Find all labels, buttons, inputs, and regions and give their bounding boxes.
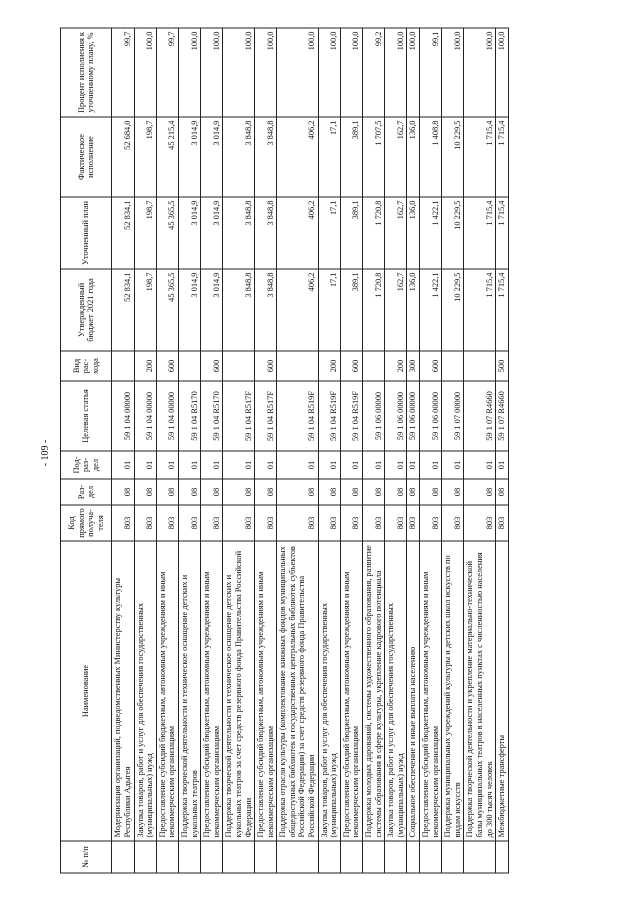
cell-name: Поддержка творческой деятельности и укрепление материально-технической базы муниципальных театров в населенных пунктах с численностью населения до 300 тысяч человек — [464, 541, 496, 841]
cell-podrazdel: 01 — [255, 451, 277, 479]
table-row — [407, 28, 420, 873]
cell-target: 59 1 07 00000 — [442, 381, 464, 451]
table-row — [318, 28, 340, 873]
table-row — [464, 28, 496, 873]
cell-vid: 200 — [385, 351, 407, 381]
table-row — [363, 28, 385, 873]
cell-razdel: 08 — [420, 479, 442, 505]
cell-fact: 3 848,8 — [255, 117, 277, 197]
cell-razdel: 08 — [340, 479, 362, 505]
cell-vid: 300 — [407, 351, 420, 381]
cell-percent: 100,0 — [201, 28, 223, 117]
cell-podrazdel: 01 — [363, 451, 385, 479]
table-row — [277, 28, 318, 873]
cell-razdel: 08 — [156, 479, 178, 505]
cell-target: 59 1 04 R5170 — [201, 381, 223, 451]
cell-plan: 45 365,5 — [156, 197, 178, 269]
cell-vid — [464, 351, 496, 381]
document-page — [20, 20, 620, 885]
cell-razdel: 08 — [496, 479, 509, 505]
cell-approved: 389,1 — [340, 269, 362, 351]
cell-percent: 100,0 — [407, 28, 420, 117]
cell-plan: 136,0 — [407, 197, 420, 269]
cell-num — [420, 841, 442, 873]
cell-approved: 1 715,4 — [464, 269, 496, 351]
cell-name: Закупка товаров, работ и услуг для обеспечения государственных (муниципальных) нужд — [318, 541, 340, 841]
cell-razdel: 08 — [201, 479, 223, 505]
cell-plan: 198,7 — [134, 197, 156, 269]
cell-plan: 1 720,8 — [363, 197, 385, 269]
table-row — [255, 28, 277, 873]
header-podrazdel: Под-раз-дел — [61, 451, 112, 479]
cell-approved: 3 848,8 — [255, 269, 277, 351]
cell-percent: 100,0 — [223, 28, 255, 117]
table-row — [178, 28, 200, 873]
cell-code: 803 — [134, 505, 156, 541]
cell-razdel: 08 — [178, 479, 200, 505]
cell-percent: 100,0 — [277, 28, 318, 117]
cell-razdel: 08 — [277, 479, 318, 505]
cell-fact: 52 684,0 — [112, 117, 134, 197]
budget-table — [60, 27, 509, 873]
cell-vid: 600 — [156, 351, 178, 381]
cell-code: 803 — [420, 505, 442, 541]
header-name: Наименование — [61, 541, 112, 841]
cell-podrazdel: 01 — [277, 451, 318, 479]
cell-num — [112, 841, 134, 873]
cell-code: 803 — [442, 505, 464, 541]
table-row — [442, 28, 464, 873]
cell-fact: 45 215,4 — [156, 117, 178, 197]
cell-fact: 406,2 — [277, 117, 318, 197]
table-row — [156, 28, 178, 873]
cell-fact: 389,1 — [340, 117, 362, 197]
cell-plan: 3 848,8 — [255, 197, 277, 269]
cell-approved: 406,2 — [277, 269, 318, 351]
cell-name: Поддержка отрасли культуры (комплектование книжных фондов муниципальных общедоступных библиотек и государственных центральных библиотек субъектов Российской Федерации) за счет средств резервного фонда Правительства Российской Федерации — [277, 541, 318, 841]
cell-percent: 100,0 — [178, 28, 200, 117]
cell-podrazdel: 01 — [385, 451, 407, 479]
cell-target: 59 1 06 00000 — [407, 381, 420, 451]
cell-percent: 100,0 — [134, 28, 156, 117]
cell-fact: 1 707,5 — [363, 117, 385, 197]
cell-fact: 3 014,9 — [178, 117, 200, 197]
cell-target: 59 1 06 00000 — [363, 381, 385, 451]
table-row — [420, 28, 442, 873]
cell-name: Поддержка творческой деятельности и техническое оснащение детских и кукольных театров за счет средств резервного фонда Правительства Российской Федерации — [223, 541, 255, 841]
cell-vid: 600 — [340, 351, 362, 381]
cell-fact: 1 715,4 — [496, 117, 509, 197]
cell-fact: 10 229,5 — [442, 117, 464, 197]
cell-approved: 162,7 — [385, 269, 407, 351]
cell-num — [223, 841, 255, 873]
cell-target: 59 1 04 00000 — [112, 381, 134, 451]
cell-vid: 600 — [201, 351, 223, 381]
cell-name: Социальное обеспечение и иные выплаты населению — [407, 541, 420, 841]
cell-fact: 3 014,9 — [201, 117, 223, 197]
cell-code: 803 — [223, 505, 255, 541]
cell-razdel: 08 — [255, 479, 277, 505]
cell-approved: 3 014,9 — [201, 269, 223, 351]
cell-razdel: 08 — [223, 479, 255, 505]
cell-percent: 100,0 — [385, 28, 407, 117]
cell-target: 59 1 04 00000 — [156, 381, 178, 451]
table-header-row — [61, 28, 112, 873]
cell-name: Закупка товаров, работ и услуг для обеспечения государственных (муниципальных) нужд — [385, 541, 407, 841]
cell-vid: 600 — [255, 351, 277, 381]
cell-podrazdel: 01 — [201, 451, 223, 479]
cell-target: 59 1 04 R519F — [277, 381, 318, 451]
cell-approved: 1 715,4 — [496, 269, 509, 351]
table-row — [385, 28, 407, 873]
cell-plan: 1 715,4 — [496, 197, 509, 269]
table-row — [134, 28, 156, 873]
header-plan: Уточненный план — [61, 197, 112, 269]
table-row — [112, 28, 134, 873]
header-code: Код прямого получа-теля — [61, 505, 112, 541]
cell-plan: 10 229,5 — [442, 197, 464, 269]
cell-target: 59 1 04 R517F — [255, 381, 277, 451]
cell-code: 803 — [112, 505, 134, 541]
cell-target: 59 1 06 00000 — [420, 381, 442, 451]
cell-plan: 3 014,9 — [201, 197, 223, 269]
cell-podrazdel: 01 — [223, 451, 255, 479]
header-razdel: Раз-дел — [61, 479, 112, 505]
cell-podrazdel: 01 — [496, 451, 509, 479]
cell-percent: 99,7 — [112, 28, 134, 117]
cell-razdel: 08 — [442, 479, 464, 505]
cell-vid — [363, 351, 385, 381]
cell-code: 803 — [363, 505, 385, 541]
cell-num — [156, 841, 178, 873]
cell-vid: 200 — [318, 351, 340, 381]
cell-plan: 1 422,1 — [420, 197, 442, 269]
cell-plan: 406,2 — [277, 197, 318, 269]
cell-name: Закупка товаров, работ и услуг для обеспечения государственных (муниципальных) нужд — [134, 541, 156, 841]
cell-podrazdel: 01 — [407, 451, 420, 479]
header-fact: Фактическое исполнение — [61, 117, 112, 197]
cell-name: Предоставление субсидий бюджетным, автономным учреждениям и иным некоммерческим организациям — [156, 541, 178, 841]
cell-podrazdel: 01 — [156, 451, 178, 479]
cell-podrazdel: 01 — [112, 451, 134, 479]
cell-name: Модернизация организаций, подведомственных Министерству культуры Республики Адыгея — [112, 541, 134, 841]
cell-num — [134, 841, 156, 873]
cell-podrazdel: 01 — [340, 451, 362, 479]
cell-percent: 99,2 — [363, 28, 385, 117]
cell-code: 803 — [385, 505, 407, 541]
cell-target: 59 1 04 R517F — [223, 381, 255, 451]
cell-code: 803 — [201, 505, 223, 541]
cell-podrazdel: 01 — [420, 451, 442, 479]
cell-target: 59 1 07 R4660 — [496, 381, 509, 451]
header-target: Целевая статья — [61, 381, 112, 451]
cell-razdel: 08 — [407, 479, 420, 505]
cell-approved: 136,0 — [407, 269, 420, 351]
cell-percent: 99,7 — [156, 28, 178, 117]
cell-fact: 17,1 — [318, 117, 340, 197]
cell-podrazdel: 01 — [464, 451, 496, 479]
cell-code: 803 — [318, 505, 340, 541]
cell-plan: 162,7 — [385, 197, 407, 269]
cell-percent: 100,0 — [464, 28, 496, 117]
cell-num — [340, 841, 362, 873]
cell-target: 59 1 04 00000 — [134, 381, 156, 451]
cell-fact: 3 848,8 — [223, 117, 255, 197]
cell-percent: 100,0 — [442, 28, 464, 117]
cell-approved: 45 365,5 — [156, 269, 178, 351]
cell-num — [277, 841, 318, 873]
cell-num — [385, 841, 407, 873]
cell-plan: 389,1 — [340, 197, 362, 269]
cell-podrazdel: 01 — [178, 451, 200, 479]
cell-code: 803 — [496, 505, 509, 541]
cell-plan: 52 834,1 — [112, 197, 134, 269]
cell-vid — [277, 351, 318, 381]
cell-name: Предоставление субсидий бюджетным, автономным учреждениям и иным некоммерческим организациям — [420, 541, 442, 841]
cell-approved: 1 720,8 — [363, 269, 385, 351]
cell-approved: 10 229,5 — [442, 269, 464, 351]
cell-code: 803 — [340, 505, 362, 541]
cell-vid — [442, 351, 464, 381]
cell-razdel: 08 — [363, 479, 385, 505]
cell-podrazdel: 01 — [318, 451, 340, 479]
cell-approved: 3 848,8 — [223, 269, 255, 351]
cell-razdel: 08 — [134, 479, 156, 505]
cell-plan: 1 715,4 — [464, 197, 496, 269]
cell-percent: 100,0 — [496, 28, 509, 117]
cell-name: Межбюджетные трансферты — [496, 541, 509, 841]
cell-code: 803 — [464, 505, 496, 541]
cell-vid — [112, 351, 134, 381]
cell-razdel: 08 — [464, 479, 496, 505]
cell-approved: 17,1 — [318, 269, 340, 351]
cell-name: Поддержка молодых дарований, системы художественного образования, развитие системы образования в сфере культуры, укрепление кадрового потенциала — [363, 541, 385, 841]
cell-podrazdel: 01 — [442, 451, 464, 479]
table-row — [340, 28, 362, 873]
cell-target: 59 1 04 R5170 — [178, 381, 200, 451]
cell-vid: 200 — [134, 351, 156, 381]
header-percent: Процент исполнения к уточненному плану, % — [61, 28, 112, 117]
cell-razdel: 08 — [318, 479, 340, 505]
cell-podrazdel: 01 — [134, 451, 156, 479]
cell-razdel: 08 — [112, 479, 134, 505]
header-vid: Вид рас-хода — [61, 351, 112, 381]
cell-plan: 3 848,8 — [223, 197, 255, 269]
table-row — [223, 28, 255, 873]
cell-num — [496, 841, 509, 873]
cell-approved: 3 014,9 — [178, 269, 200, 351]
cell-fact: 1 408,8 — [420, 117, 442, 197]
cell-name: Предоставление субсидий бюджетным, автономным учреждениям и иным некоммерческим организациям — [255, 541, 277, 841]
cell-code: 803 — [407, 505, 420, 541]
page-number: - 109 - — [40, 439, 51, 466]
cell-percent: 99,1 — [420, 28, 442, 117]
cell-fact: 1 715,4 — [464, 117, 496, 197]
cell-approved: 52 834,1 — [112, 269, 134, 351]
cell-vid — [223, 351, 255, 381]
cell-vid: 600 — [420, 351, 442, 381]
cell-vid: 500 — [496, 351, 509, 381]
cell-percent: 100,0 — [255, 28, 277, 117]
cell-num — [318, 841, 340, 873]
cell-target: 59 1 06 00000 — [385, 381, 407, 451]
cell-plan: 3 014,9 — [178, 197, 200, 269]
cell-target: 59 1 04 R519F — [318, 381, 340, 451]
cell-percent: 100,0 — [340, 28, 362, 117]
cell-code: 803 — [255, 505, 277, 541]
cell-num — [442, 841, 464, 873]
table-row — [496, 28, 509, 873]
cell-vid — [178, 351, 200, 381]
cell-fact: 136,0 — [407, 117, 420, 197]
cell-num — [407, 841, 420, 873]
cell-name: Предоставление субсидий бюджетным, автономным учреждениям и иным некоммерческим организациям — [201, 541, 223, 841]
table-row — [201, 28, 223, 873]
cell-name: Поддержка муниципальных учреждений культуры и детских школ искусств по видам искусств — [442, 541, 464, 841]
cell-target: 59 1 07 R4660 — [464, 381, 496, 451]
cell-name: Предоставление субсидий бюджетным, автономным учреждениям и иным некоммерческим организациям — [340, 541, 362, 841]
cell-name: Поддержка творческой деятельности и техническое оснащение детских и кукольных театров — [178, 541, 200, 841]
cell-approved: 1 422,1 — [420, 269, 442, 351]
cell-code: 803 — [156, 505, 178, 541]
cell-plan: 17,1 — [318, 197, 340, 269]
cell-approved: 198,7 — [134, 269, 156, 351]
cell-num — [464, 841, 496, 873]
cell-razdel: 08 — [385, 479, 407, 505]
cell-percent: 100,0 — [318, 28, 340, 117]
header-num: № п/п — [61, 841, 112, 873]
cell-code: 803 — [178, 505, 200, 541]
cell-fact: 198,7 — [134, 117, 156, 197]
cell-fact: 162,7 — [385, 117, 407, 197]
cell-target: 59 1 04 R519F — [340, 381, 362, 451]
cell-num — [178, 841, 200, 873]
header-approved: Утвержденный бюджет 2021 года — [61, 269, 112, 351]
cell-code: 803 — [277, 505, 318, 541]
cell-num — [363, 841, 385, 873]
cell-num — [201, 841, 223, 873]
cell-num — [255, 841, 277, 873]
